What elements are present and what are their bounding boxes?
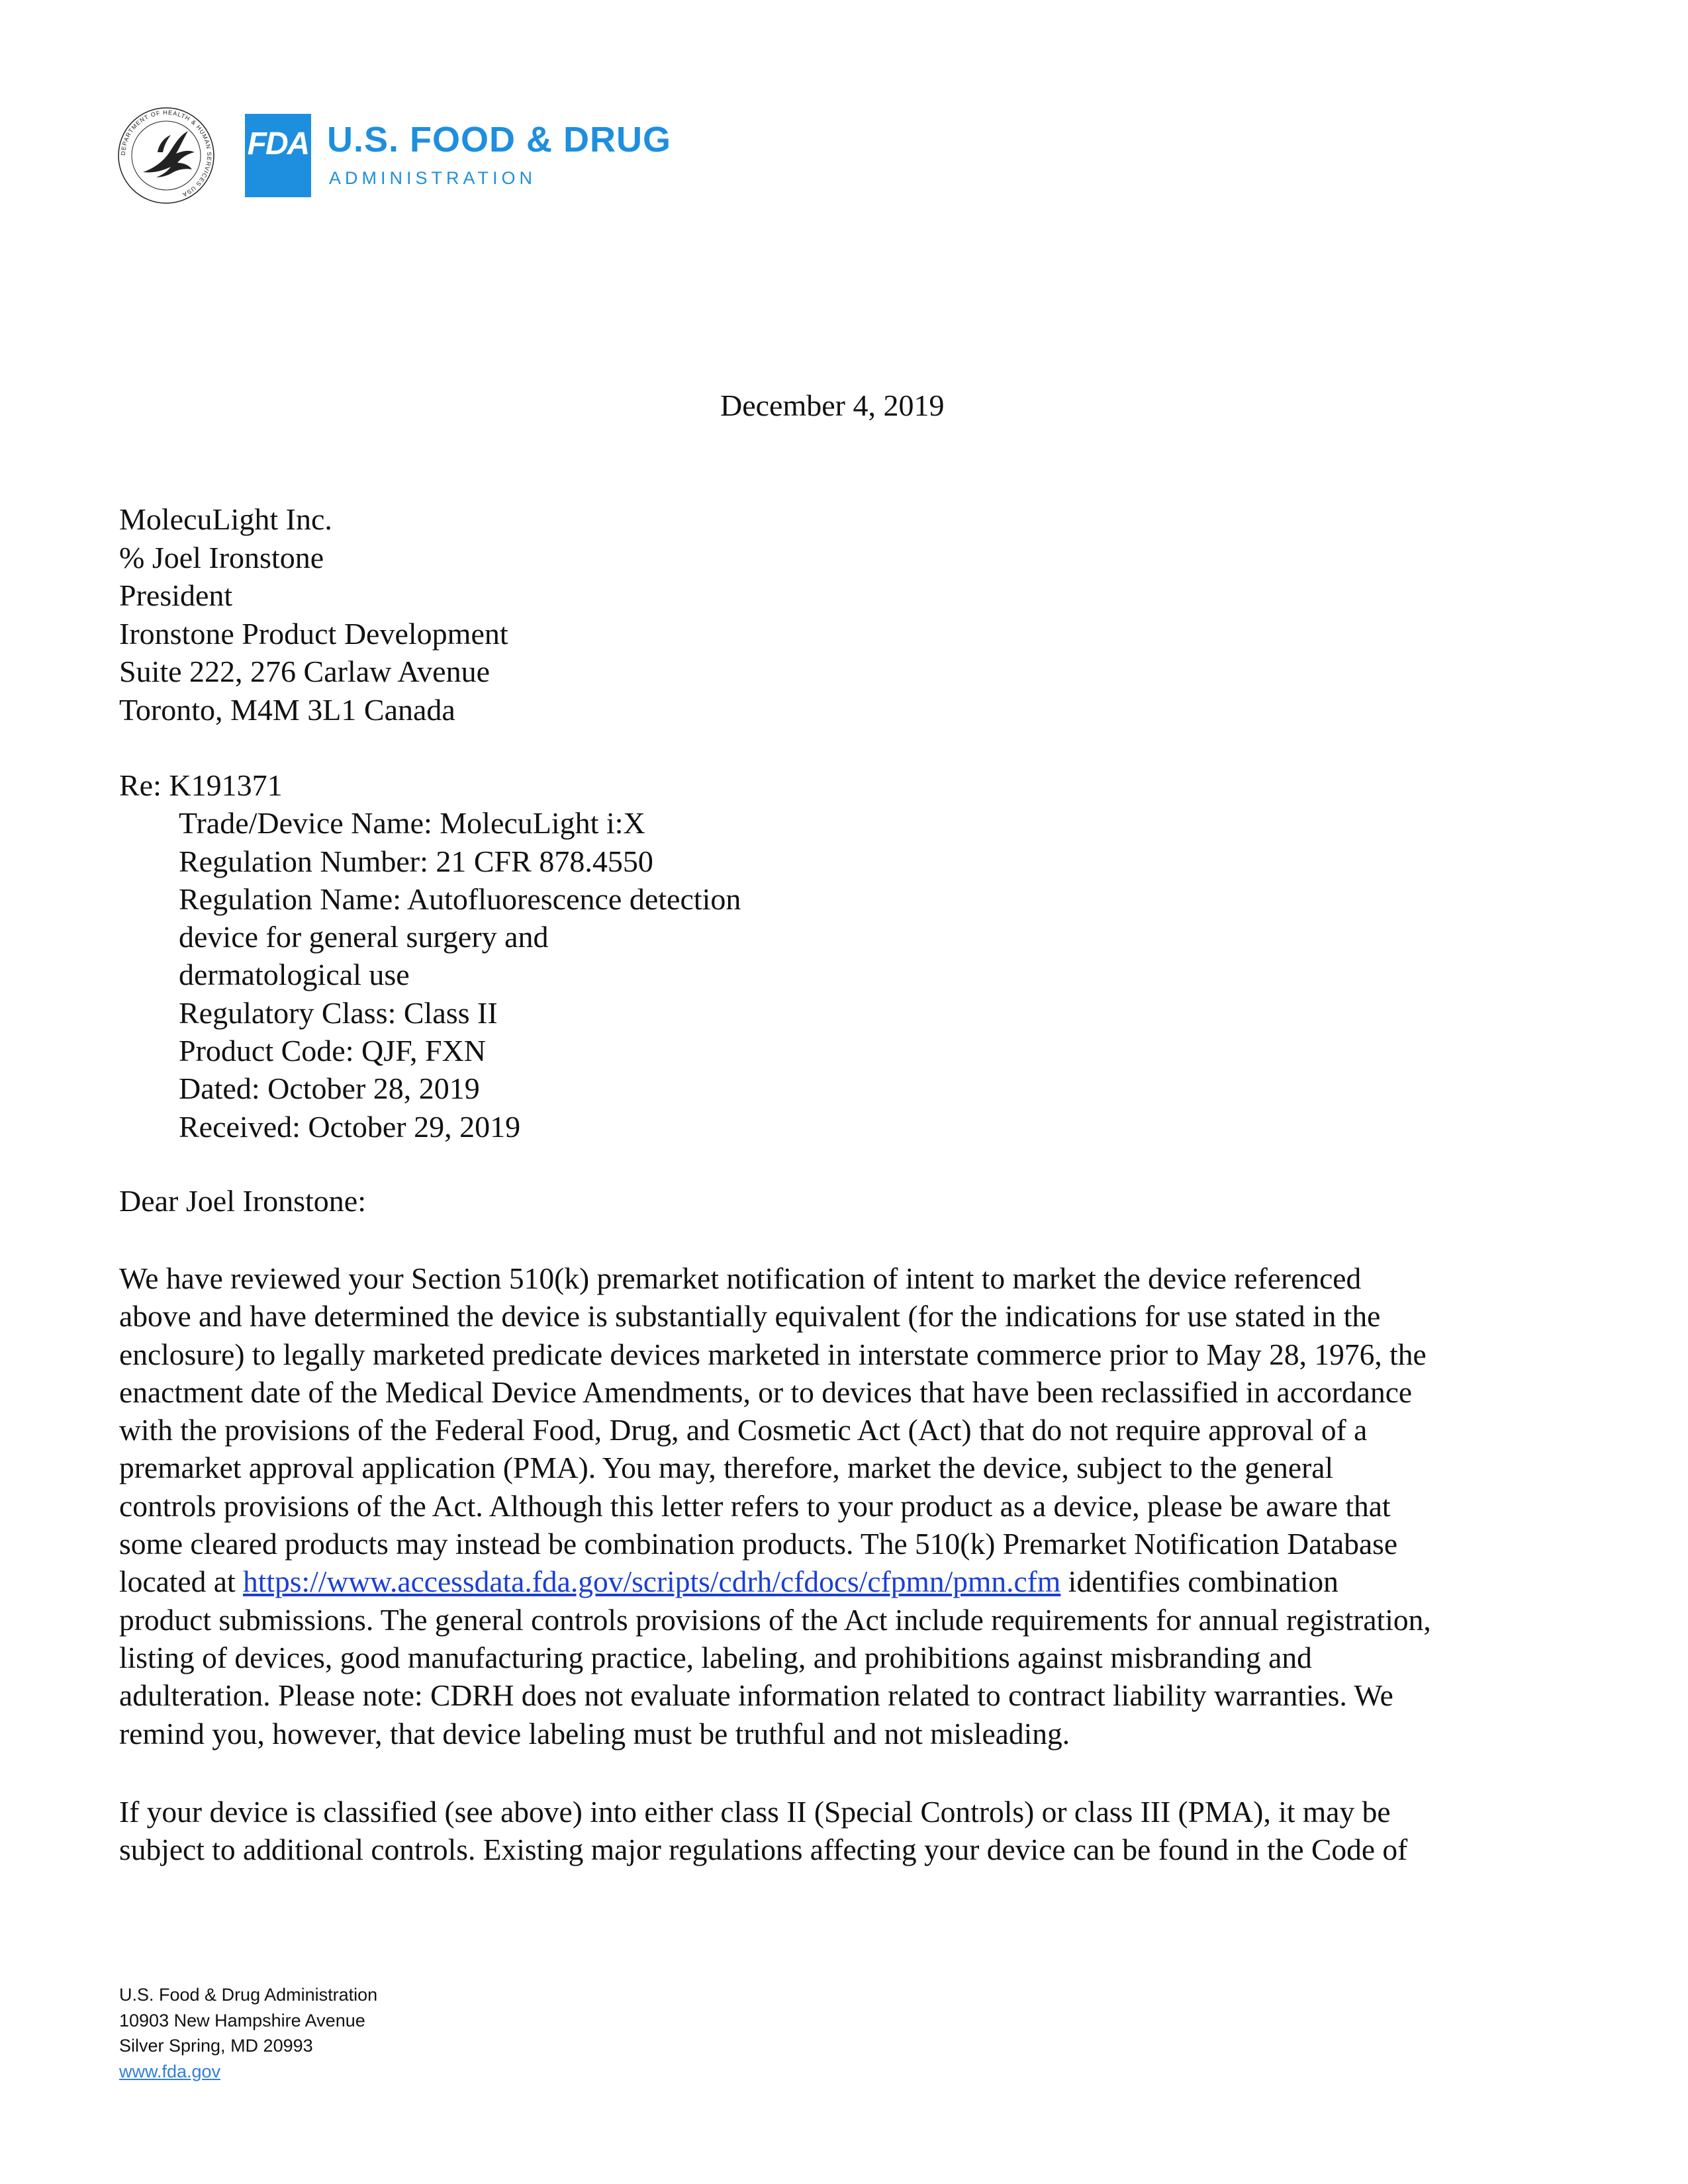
fda-website-link[interactable]: www.fda.gov [119,2061,221,2081]
paragraph-line-with-link [119,1563,1431,1600]
paragraph-line: product submissions. The general controls provisions of the Act include requirements for annual registration, [119,1602,1431,1637]
hhs-seal-icon [117,106,216,205]
reference-number: Re: K191371 [119,768,283,802]
address-line: Ironstone Product Development [119,616,508,651]
fda-logo-box [245,114,311,197]
reference-line: Received: October 29, 2019 [179,1109,521,1144]
address-line: Toronto, M4M 3L1 Canada [119,692,455,727]
svg-text:DEPARTMENT OF HEALTH & HUMAN S [120,109,212,199]
reference-line: device for general surgery and [179,920,549,954]
reference-line: Regulatory Class: Class II [179,995,498,1030]
address-line: % Joel Ironstone [119,540,324,574]
paragraph-line: listing of devices, good manufacturing practice, labeling, and prohibitions against misbranding and [119,1640,1312,1674]
footer-address [119,1982,377,2084]
paragraph-line: controls provisions of the Act. Although this letter refers to your product as a device, please be aware that [119,1488,1391,1523]
reference-line: Trade/Device Name: MolecuLight i:X [179,806,645,841]
agency-subtitle: ADMINISTRATION [329,168,536,188]
reference-line: Product Code: QJF, FXN [179,1034,487,1068]
address-line: Suite 222, 276 Carlaw Avenue [119,655,490,688]
paragraph-line: enclosure) to legally marketed predicate devices marketed in interstate commerce prior to May 28, 1976, the [119,1337,1427,1371]
paragraph-line: premarket approval application (PMA). You may, therefore, market the device, subject to the general [119,1451,1334,1485]
paragraph-line: adulteration. Please note: CDRH does not evaluate information related to contract liability warranties. We [119,1678,1393,1713]
salutation: Dear Joel Ironstone: [119,1184,366,1218]
body-paragraph-1 [119,1259,1431,1752]
reference-line: Regulation Number: 21 CFR 878.4550 [179,844,653,878]
seal-text: DEPARTMENT OF HEALTH & HUMAN SERVICES USA [119,109,213,199]
address-line: MolecuLight Inc. [119,502,332,536]
reference-line: dermatological use [179,958,410,992]
reference-line: Dated: October 28, 2019 [179,1071,480,1106]
paragraph-line: We have reviewed your Section 510(k) premarket notification of intent to market the device referenced [119,1261,1362,1295]
paragraph-line: above and have determined the device is substantially equivalent (for the indications for use stated in the [119,1299,1381,1334]
footer-line: 10903 New Hampshire Avenue [119,2010,365,2030]
link-suffix: identifies combination [1060,1565,1338,1599]
paragraph-line: with the provisions of the Federal Food, Drug, and Cosmetic Act (Act) that do not require approval of a [119,1413,1368,1447]
letter-date: December 4, 2019 [720,388,945,422]
link-prefix: located at [119,1565,243,1599]
reference-block [119,766,741,1146]
footer-line: U.S. Food & Drug Administration [119,1985,378,2005]
pmn-database-link[interactable]: https://www.accessdata.fda.gov/scripts/cdrh/cfdocs/cfpmn/pmn.cfm [242,1565,1061,1599]
body-paragraph-2 [119,1793,1407,1869]
paragraph-line: some cleared products may instead be combination products. The 510(k) Premarket Notification Database [119,1527,1398,1561]
fda-logo-text: FDA [247,126,309,161]
paragraph-line: enactment date of the Medical Device Amendments, or to devices that have been reclassified in accordance [119,1375,1413,1409]
paragraph-line: If your device is classified (see above) into either class II (Special Controls) or class III (PMA), it may be [119,1795,1391,1829]
footer-line: Silver Spring, MD 20993 [119,2036,313,2056]
paragraph-line: remind you, however, that device labeling must be truthful and not misleading. [119,1716,1070,1751]
paragraph-line: subject to additional controls. Existing major regulations affecting your device can be found in the Code of [119,1833,1408,1867]
agency-title: U.S. FOOD & DRUG [327,120,672,159]
reference-line: Regulation Name: Autofluorescence detection [179,882,741,916]
address-line: President [119,578,233,612]
recipient-address [119,500,508,729]
